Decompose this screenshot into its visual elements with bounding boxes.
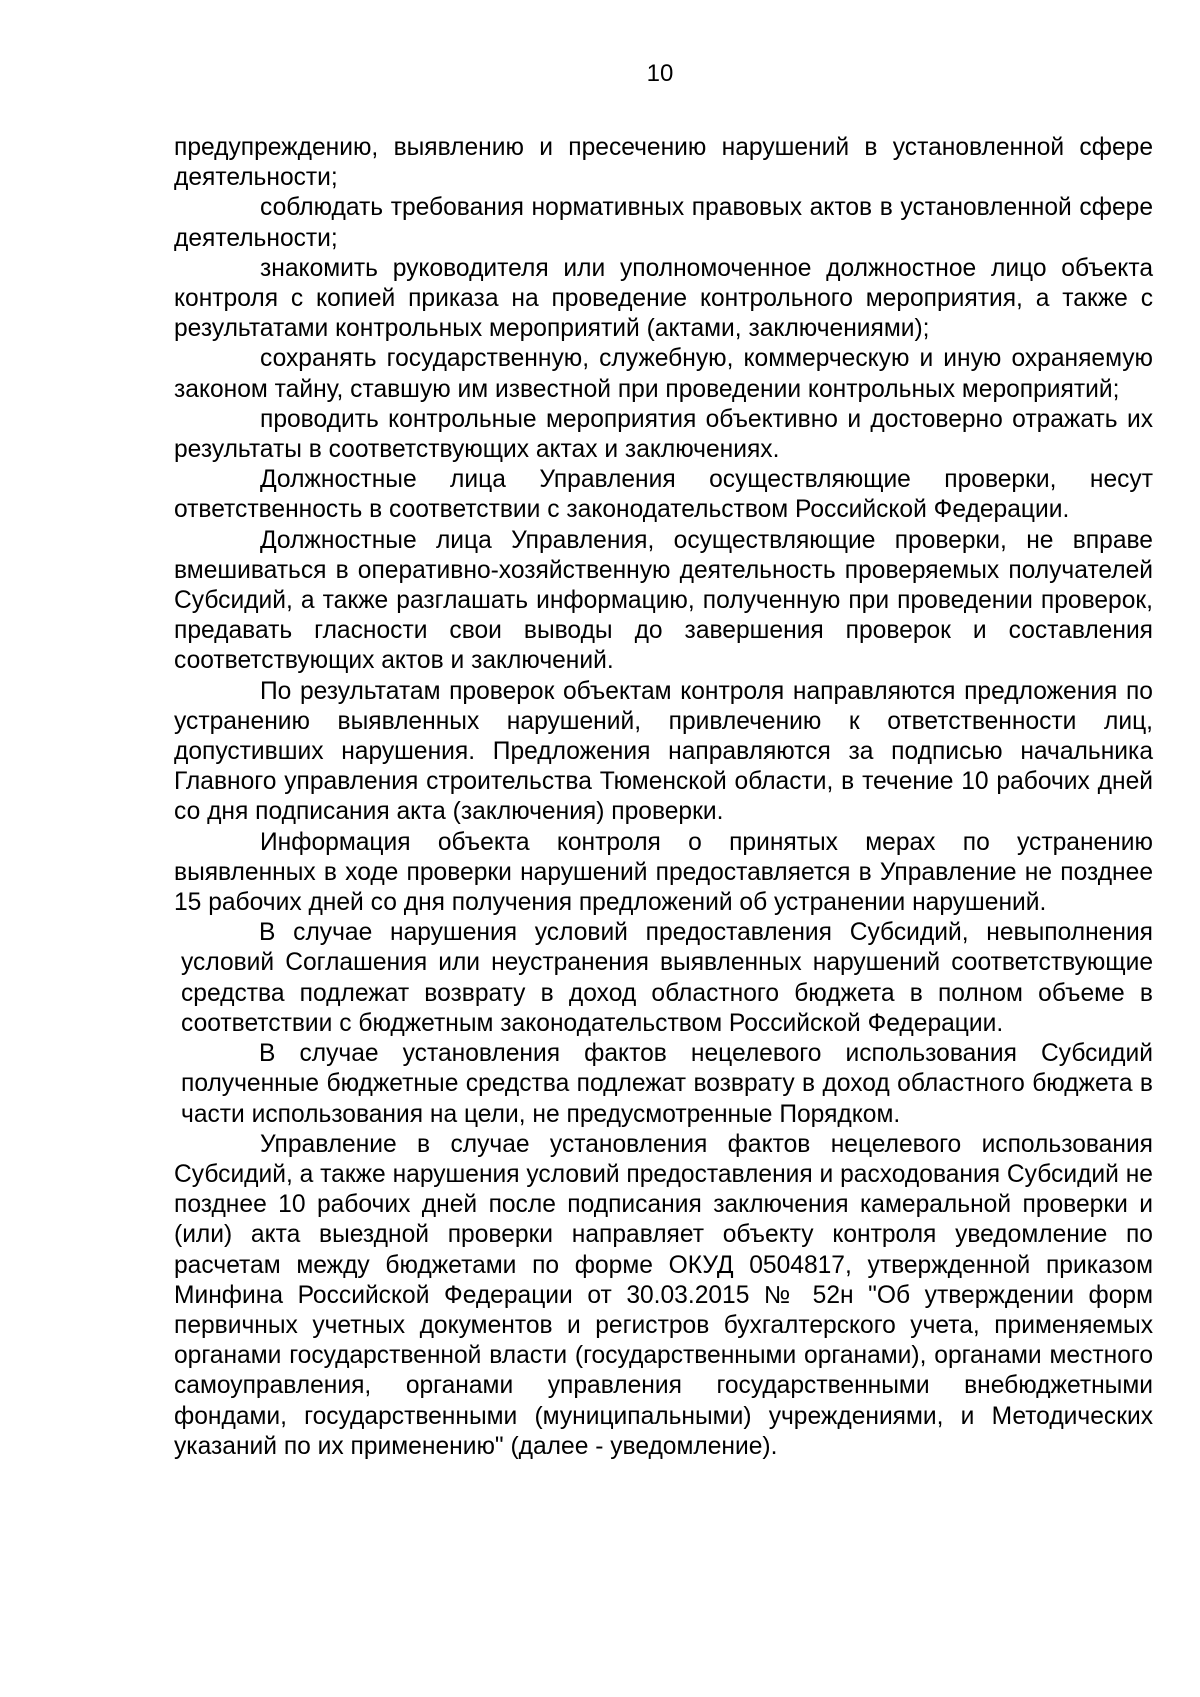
paragraph-return-funds: В случае нарушения условий предоставления Субсидий, невыполнения условий Соглашения или неустранения выявленных нарушений соответствующие средства подлежат возврату в доход областного бюджета в полном объеме в соответствии с бюджетным законодательством Российской Федерации. [181,919,1153,1037]
paragraph-responsibility: Должностные лица Управления осуществляющие проверки, несут ответственность в соответствии с законодательством Российской Федерации. [174,466,1153,524]
paragraph-continuation: предупреждению, выявлению и пресечению нарушений в установленной сфере деятельности; [174,134,1153,192]
paragraph-keep-secret: сохранять государственную, служебную, коммерческую и иную охраняемую законом тайну, ставшую им известной при проведении контрольных мероприятий; [174,345,1153,403]
paragraph-no-interference: Должностные лица Управления, осуществляющие проверки, не вправе вмешиваться в оперативно-хозяйственную деятельность проверяемых получателей Субсидий, а также разглашать информацию, полученную при проведении проверок, предавать гласности свои выводы до завершения проверок и составления соответствующих актов и заключений. [174,526,1153,675]
paragraph-misuse-return: В случае установления фактов нецелевого использования Субсидий полученные бюджетные средства подлежат возврату в доход областного бюджета в части использования на цели, не предусмотренные Порядком. [181,1040,1153,1128]
page-number: 10 [646,60,674,87]
paragraph-conduct-objectively: проводить контрольные мероприятия объективно и достоверно отражать их результаты в соответствующих актах и заключениях. [174,405,1153,464]
paragraph-notification: Управление в случае установления фактов нецелевого использования Субсидий, а также нарушения условий предоставления и расходования Субсидий не позднее 10 рабочих дней после подписания заключения камеральной проверки и (или) акта выездной проверки направляет объекту контроля уведомление по расчетам между бюджетами по форме ОКУД 0504817, утвержденной приказом Минфина Российской Федерации от 30.03.2015 № 52н "Об утверждении форм первичных учетных документов и регистров бухгалтерского учета, применяемых органами государственной власти (государственными органами), органами местного самоуправления, органами управления государственными внебюджетными фондами, государственными (муниципальными) учреждениями, и Методических указаний по их применению" (далее - уведомление). [174,1130,1153,1460]
paragraph-information-measures: Информация объекта контроля о принятых мерах по устранению выявленных в ходе проверки нарушений предоставляется в Управление не позднее 15 рабочих дней со дня получения предложений об устранении нарушений. [174,828,1153,917]
document-body [174,133,1153,1462]
paragraph-proposals: По результатам проверок объектам контроля направляются предложения по устранению выявленных нарушений, привлечению к ответственности лиц, допустивших нарушения. Предложения направляются за подписью начальника Главного управления строительства Тюменской области, в течение 10 рабочих дней со дня подписания акта (заключения) проверки. [174,677,1153,826]
paragraph-inform-manager: знакомить руководителя или уполномоченное должностное лицо объекта контроля с копией приказа на проведение контрольного мероприятия, а также с результатами контрольных мероприятий (актами, заключениями); [174,254,1153,343]
paragraph-comply-requirements: соблюдать требования нормативных правовых актов в установленной сфере деятельности; [174,194,1153,252]
